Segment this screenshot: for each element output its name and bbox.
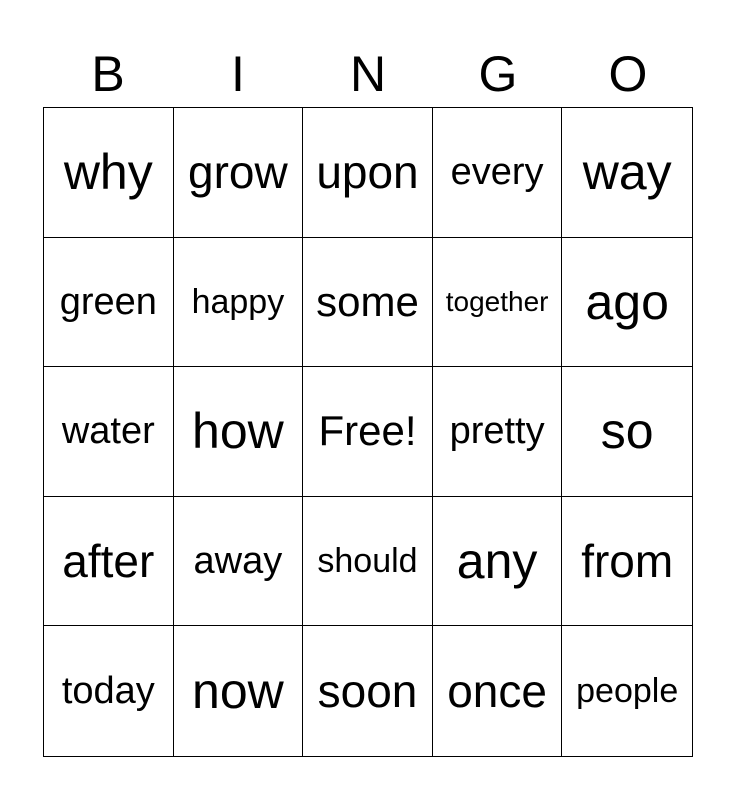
bingo-board (43, 107, 693, 757)
bingo-cell[interactable]: today (44, 626, 174, 756)
bingo-cell[interactable]: happy (174, 238, 304, 368)
header-letter-n: N (349, 46, 387, 102)
bingo-cell[interactable]: pretty (433, 367, 563, 497)
bingo-cell[interactable]: together (433, 238, 563, 368)
bingo-header (43, 42, 693, 106)
header-letter-o: O (608, 46, 648, 102)
header-letter-i: I (231, 46, 245, 102)
bingo-cell[interactable]: upon (303, 108, 433, 238)
bingo-cell[interactable]: why (44, 108, 174, 238)
bingo-cell[interactable]: water (44, 367, 174, 497)
bingo-cell[interactable]: any (433, 497, 563, 627)
bingo-cell[interactable]: from (562, 497, 692, 627)
bingo-free-space[interactable]: Free! (303, 367, 433, 497)
bingo-cell[interactable]: every (433, 108, 563, 238)
bingo-cell[interactable]: soon (303, 626, 433, 756)
header-letter-g: G (478, 46, 518, 102)
bingo-cell[interactable]: green (44, 238, 174, 368)
bingo-cell[interactable]: away (174, 497, 304, 627)
bingo-cell[interactable]: some (303, 238, 433, 368)
bingo-cell[interactable]: ago (562, 238, 692, 368)
bingo-cell[interactable]: how (174, 367, 304, 497)
header-letter-b: B (91, 46, 125, 102)
bingo-cell[interactable]: after (44, 497, 174, 627)
bingo-cell[interactable]: way (562, 108, 692, 238)
bingo-cell[interactable]: people (576, 672, 679, 711)
bingo-cell[interactable]: so (562, 367, 692, 497)
bingo-cell[interactable]: grow (174, 108, 304, 238)
bingo-cell[interactable]: now (174, 626, 304, 756)
bingo-cell[interactable]: should (303, 497, 433, 627)
bingo-cell[interactable]: once (433, 626, 563, 756)
